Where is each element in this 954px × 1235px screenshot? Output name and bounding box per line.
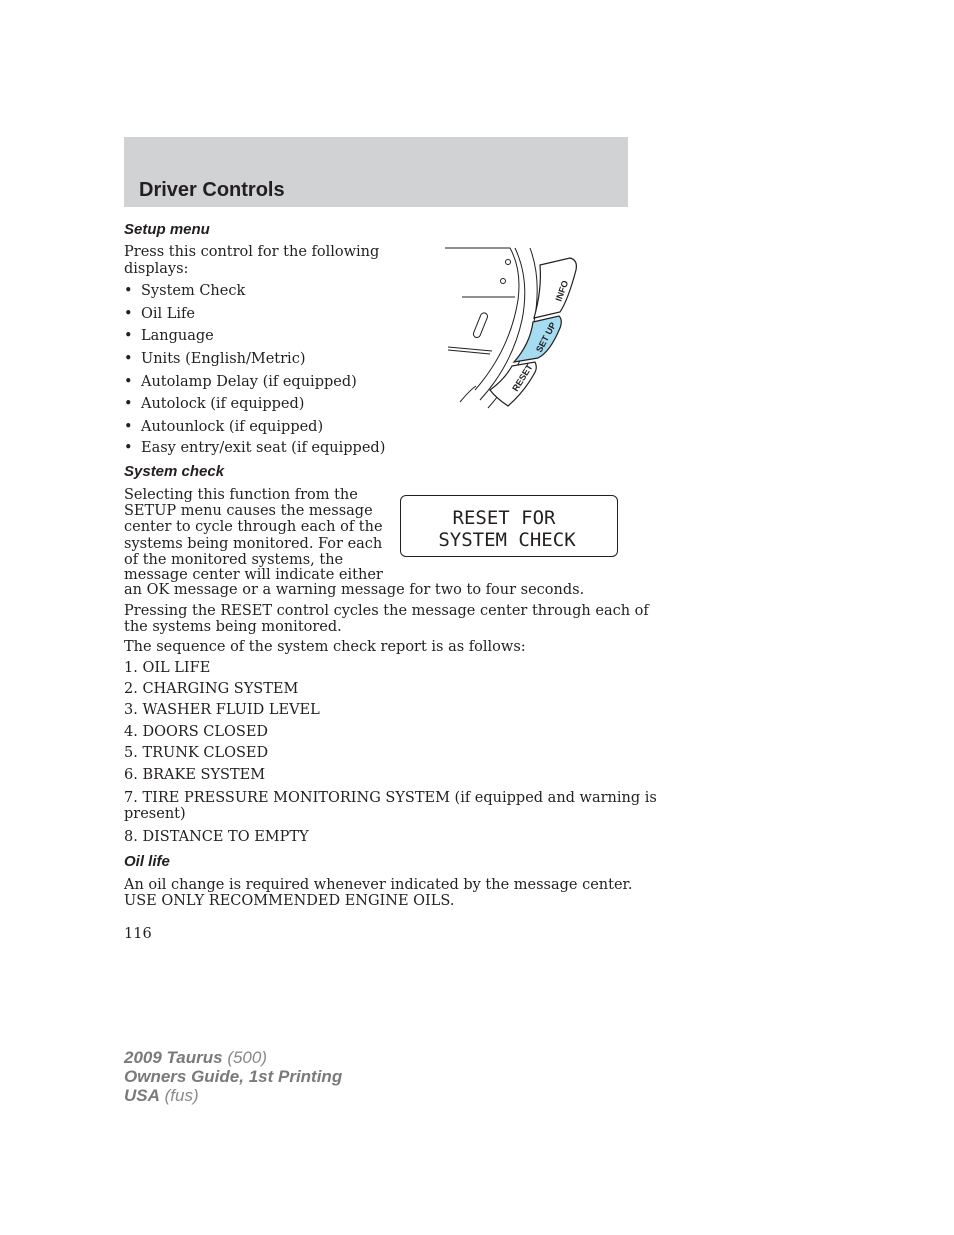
info-button	[534, 258, 576, 318]
system-check-text: SETUP menu causes the message	[124, 503, 373, 519]
sequence-item: present)	[124, 806, 186, 822]
sequence-item: 4. DOORS CLOSED	[124, 724, 269, 740]
oil-life-text: An oil change is required whenever indicated by the message center.	[124, 877, 633, 893]
svg-text:RESET: RESET	[510, 362, 535, 394]
message-center-display	[400, 495, 618, 557]
sequence-item: 2. CHARGING SYSTEM	[124, 681, 299, 697]
reset-cycle-text: the systems being monitored.	[124, 619, 342, 635]
document-footer: 2009 Taurus (500) Owners Guide, 1st Printing USA (fus)	[124, 1048, 343, 1105]
setup-list-item: • Units (English/Metric)	[124, 351, 306, 367]
svg-text:SYSTEM CHECK: SYSTEM CHECK	[438, 529, 576, 551]
setup-intro-line-2: displays:	[124, 261, 189, 277]
system-check-heading: System check	[124, 463, 225, 480]
section-title: Driver Controls	[139, 179, 285, 201]
oil-life-text: USE ONLY RECOMMENDED ENGINE OILS.	[124, 893, 455, 909]
reset-cycle-text: Pressing the RESET control cycles the message center through each of	[124, 603, 649, 619]
system-check-text: systems being monitored. For each	[124, 536, 383, 552]
setup-list-item: • Easy entry/exit seat (if equipped)	[124, 440, 386, 456]
svg-text:RESET FOR: RESET FOR	[452, 507, 556, 529]
sequence-item: 6. BRAKE SYSTEM	[124, 767, 266, 783]
system-check-text: Selecting this function from the	[124, 487, 358, 503]
svg-text:INFO: INFO	[553, 279, 571, 303]
sequence-item: 8. DISTANCE TO EMPTY	[124, 829, 309, 845]
setup-intro-line-1: Press this control for the following	[124, 244, 380, 260]
sequence-item: 5. TRUNK CLOSED	[124, 745, 269, 761]
system-check-text: of the monitored systems, the	[124, 552, 344, 568]
page-number: 116	[124, 926, 152, 942]
setup-list-item: • Autounlock (if equipped)	[124, 419, 324, 435]
setup-list-item: • System Check	[124, 283, 246, 299]
steering-control-illustration	[430, 240, 590, 415]
section-header	[124, 137, 628, 207]
setup-list-item: • Language	[124, 328, 214, 344]
system-check-text: center to cycle through each of the	[124, 519, 383, 535]
sequence-item: 1. OIL LIFE	[124, 660, 211, 676]
system-check-text: message center will indicate either	[124, 567, 383, 583]
system-check-text: an OK message or a warning message for two to four seconds.	[124, 582, 585, 598]
setup-menu-heading: Setup menu	[124, 221, 210, 238]
reset-button	[490, 362, 536, 406]
sequence-item: 7. TIRE PRESSURE MONITORING SYSTEM (if equipped and warning is	[124, 790, 657, 806]
svg-text:SET UP: SET UP	[533, 320, 559, 354]
setup-list-item: • Autolamp Delay (if equipped)	[124, 374, 357, 390]
setup-list-item: • Autolock (if equipped)	[124, 396, 305, 412]
oil-life-heading: Oil life	[124, 853, 170, 870]
sequence-intro: The sequence of the system check report is as follows:	[124, 639, 526, 655]
sequence-item: 3. WASHER FLUID LEVEL	[124, 702, 320, 718]
setup-list-item: • Oil Life	[124, 306, 195, 322]
